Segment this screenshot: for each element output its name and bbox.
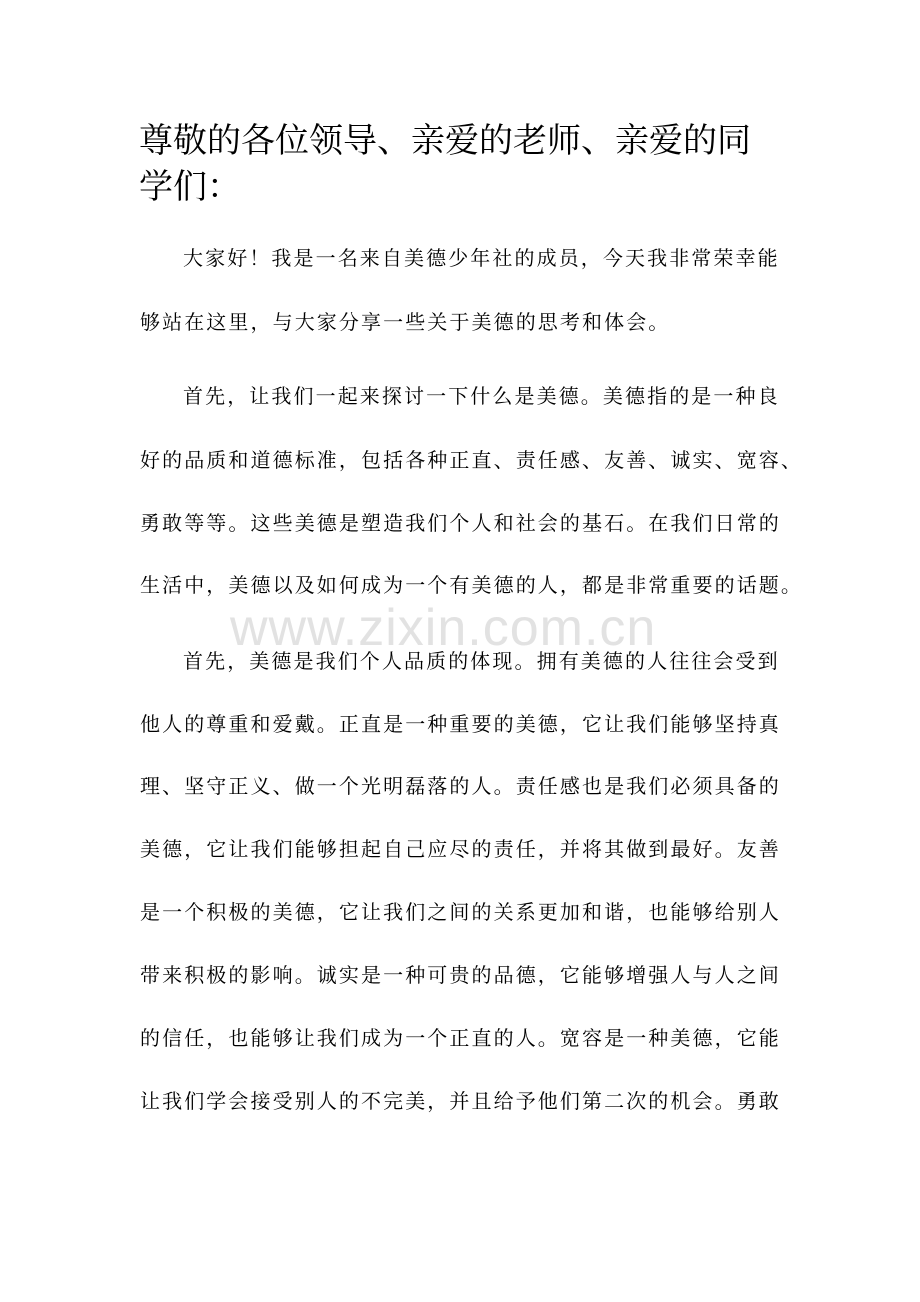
paragraph-3-line-6: 带来积极的影响。诚实是一种可贵的品德，它能够增强人与人之间 bbox=[140, 963, 781, 987]
paragraph-3-line-3: 理、坚守正义、做一个光明磊落的人。责任感也是我们必须具备的 bbox=[140, 774, 781, 798]
paragraph-1-line-2: 够站在这里，与大家分享一些关于美德的思考和体会。 bbox=[140, 310, 671, 334]
salutation-heading: 尊敬的各位领导、亲爱的老师、亲爱的同学们： bbox=[139, 121, 751, 207]
paragraph-3-line-8: 让我们学会接受别人的不完美，并且给予他们第二次的机会。勇敢 bbox=[140, 1089, 781, 1113]
watermark-text: www.zixin.com.cn bbox=[230, 599, 657, 657]
paragraph-3-line-2: 他人的尊重和爱戴。正直是一种重要的美德，它让我们能够坚持真 bbox=[140, 712, 781, 736]
paragraph-3-line-7: 的信任，也能够让我们成为一个正直的人。宽容是一种美德，它能 bbox=[140, 1026, 781, 1050]
paragraph-3-line-4: 美德，它让我们能够担起自己应尽的责任，并将其做到最好。友善 bbox=[140, 837, 781, 861]
paragraph-3-line-5: 是一个积极的美德，它让我们之间的关系更加和谐，也能够给别人 bbox=[140, 900, 781, 924]
paragraph-1-line-1: 大家好！我是一名来自美德少年社的成员，今天我非常荣幸能 bbox=[183, 246, 780, 270]
paragraph-3-line-1: 首先，美德是我们个人品质的体现。拥有美德的人往往会受到 bbox=[183, 649, 780, 673]
paragraph-2-line-3: 勇敢等等。这些美德是塑造我们个人和社会的基石。在我们日常的 bbox=[140, 511, 781, 535]
paragraph-2-line-1: 首先，让我们一起来探讨一下什么是美德。美德指的是一种良 bbox=[183, 384, 780, 408]
paragraph-2-line-4: 生活中，美德以及如何成为一个有美德的人，都是非常重要的话题。 bbox=[140, 573, 803, 597]
paragraph-2-line-2: 好的品质和道德标准，包括各种正直、责任感、友善、诚实、宽容、 bbox=[140, 448, 803, 472]
